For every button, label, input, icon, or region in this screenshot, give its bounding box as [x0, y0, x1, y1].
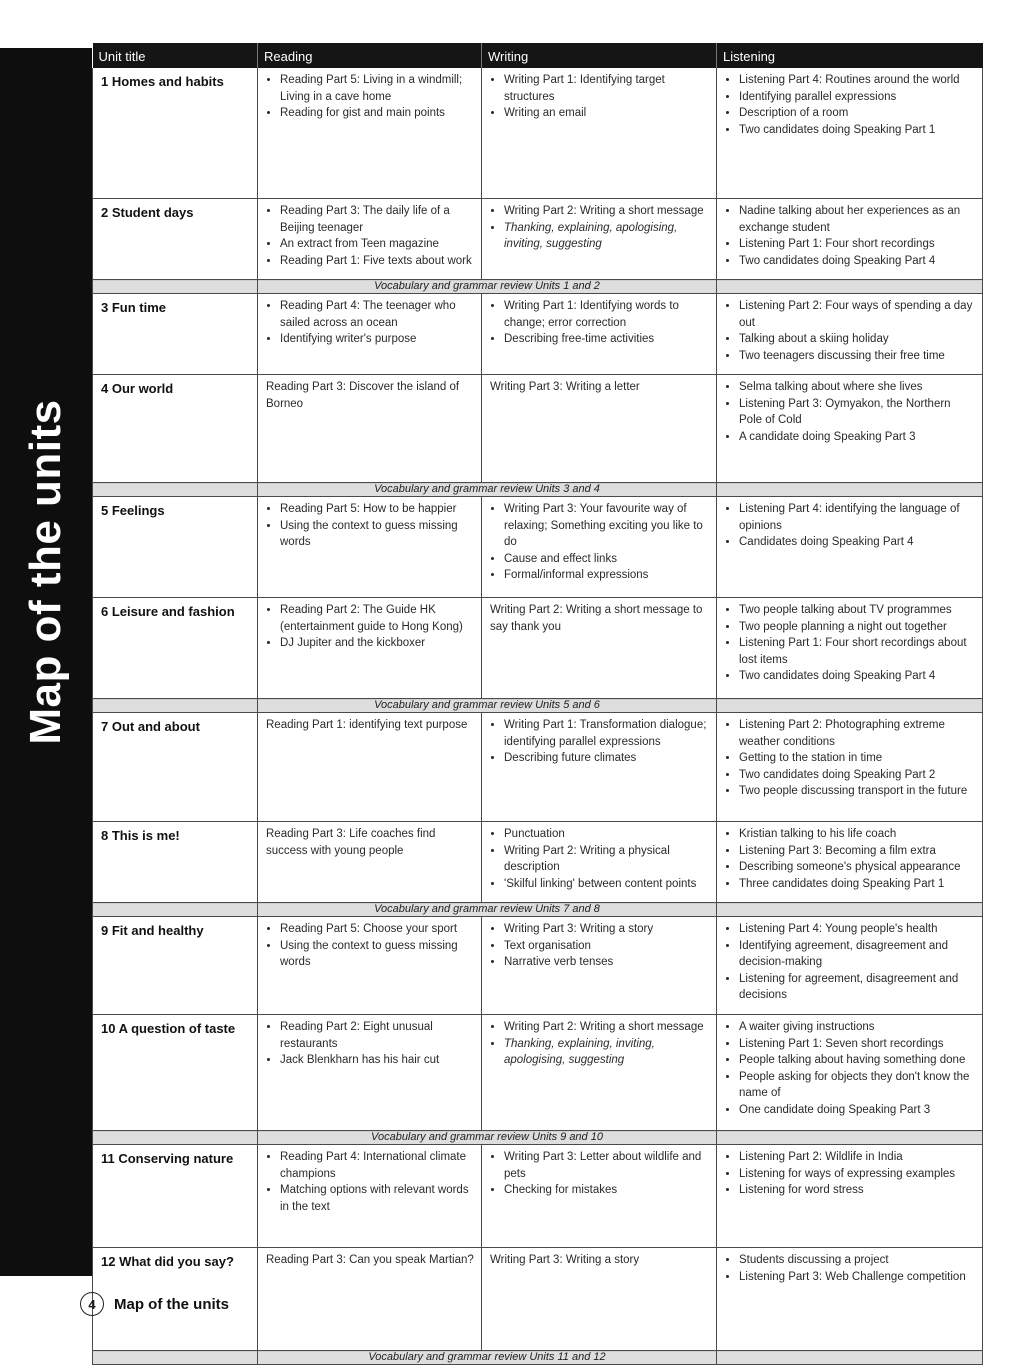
listening-cell	[717, 1248, 983, 1351]
unit-row	[93, 68, 983, 199]
listening-item: • Listening for agreement, disagreement and decisions	[739, 971, 976, 1004]
reading-text: Reading Part 3: Can you speak Martian?	[266, 1254, 474, 1266]
listening-item: • Listening Part 4: Young people's health	[739, 921, 976, 938]
unit-row	[93, 598, 983, 699]
writing-cell	[482, 1015, 717, 1131]
listening-item: • Listening Part 4: Routines around the world	[739, 72, 976, 89]
listening-item: • Listening Part 2: Photographing extreme weather conditions	[739, 717, 976, 750]
unit-row	[93, 199, 983, 280]
reading-item: • Reading Part 5: Living in a windmill; Living in a cave home	[280, 72, 475, 105]
reading-item: • Reading Part 2: The Guide HK (entertainment guide to Hong Kong)	[280, 602, 475, 635]
reading-item: • An extract from Teen magazine	[280, 236, 475, 253]
listening-item: • Two teenagers discussing their free time	[739, 348, 976, 365]
writing-item: • Thanking, explaining, inviting, apologising, suggesting	[504, 1036, 710, 1069]
listening-item: • Identifying parallel expressions	[739, 89, 976, 106]
reading-cell	[258, 68, 482, 199]
reading-list	[266, 298, 475, 348]
reading-item: • Matching options with relevant words in the text	[280, 1182, 475, 1215]
writing-list	[490, 921, 710, 971]
reading-text: Reading Part 3: Life coaches find success with young people	[266, 828, 436, 857]
side-band	[0, 48, 92, 1276]
listening-item: • Listening for ways of expressing examples	[739, 1166, 976, 1183]
writing-cell	[482, 199, 717, 280]
writing-item: • Cause and effect links	[504, 551, 710, 568]
reading-cell	[258, 1145, 482, 1248]
listening-list	[725, 379, 976, 445]
writing-item: • Punctuation	[504, 826, 710, 843]
listening-item: • Talking about a skiing holiday	[739, 331, 976, 348]
listening-item: • Two people talking about TV programmes	[739, 602, 976, 619]
writing-list	[490, 298, 710, 348]
units-table-wrap	[92, 43, 982, 1365]
unit-title: 6 Leisure and fashion	[93, 598, 258, 699]
unit-row	[93, 917, 983, 1015]
listening-item: • Listening Part 3: Becoming a film extra	[739, 843, 976, 860]
listening-item: • Three candidates doing Speaking Part 1	[739, 876, 976, 893]
reading-cell	[258, 1248, 482, 1351]
listening-item: • Two candidates doing Speaking Part 2	[739, 767, 976, 784]
reading-item: • Reading Part 5: How to be happier	[280, 501, 475, 518]
review-row	[93, 1131, 983, 1145]
side-title: Map of the units	[21, 399, 70, 745]
writing-item: • Writing Part 3: Letter about wildlife and pets	[504, 1149, 710, 1182]
listening-list	[725, 602, 976, 685]
page-number: 4	[80, 1292, 104, 1316]
reading-text: Reading Part 3: Discover the island of Borneo	[266, 381, 460, 410]
listening-item: • Listening Part 1: Seven short recordings	[739, 1036, 976, 1053]
writing-list	[490, 1149, 710, 1199]
table-body	[93, 68, 983, 1365]
listening-item: • Listening Part 4: identifying the language of opinions	[739, 501, 976, 534]
reading-item: • Reading Part 2: Eight unusual restaurants	[280, 1019, 475, 1052]
unit-title: 7 Out and about	[93, 713, 258, 822]
reading-list	[266, 1019, 475, 1069]
listening-item: • Two people planning a night out together	[739, 619, 976, 636]
listening-item: • Getting to the station in time	[739, 750, 976, 767]
unit-title: 10 A question of taste	[93, 1015, 258, 1131]
writing-text: Writing Part 3: Writing a story	[490, 1254, 640, 1266]
writing-item: • Describing future climates	[504, 750, 710, 767]
reading-list	[266, 72, 475, 122]
header-reading: Reading	[258, 43, 482, 68]
review-spacer	[717, 483, 983, 497]
unit-row	[93, 1145, 983, 1248]
footer	[80, 1292, 229, 1316]
listening-list	[725, 72, 976, 138]
reading-cell	[258, 497, 482, 598]
writing-cell	[482, 497, 717, 598]
writing-list	[490, 501, 710, 584]
listening-item: • Candidates doing Speaking Part 4	[739, 534, 976, 551]
reading-cell	[258, 294, 482, 375]
writing-item: • Writing Part 3: Writing a story	[504, 921, 710, 938]
listening-cell	[717, 917, 983, 1015]
writing-list	[490, 203, 710, 253]
review-spacer	[93, 1351, 258, 1365]
unit-row	[93, 375, 983, 483]
writing-item: • Writing Part 3: Your favourite way of relaxing; Something exciting you like to do	[504, 501, 710, 551]
review-spacer	[717, 903, 983, 917]
writing-list	[490, 72, 710, 122]
reading-item: • Reading Part 5: Choose your sport	[280, 921, 475, 938]
writing-item: • Writing Part 2: Writing a physical description	[504, 843, 710, 876]
writing-item: • Writing Part 1: Identifying target structures	[504, 72, 710, 105]
reading-text: Reading Part 1: identifying text purpose	[266, 719, 468, 731]
reading-list	[266, 501, 475, 551]
writing-text: Writing Part 2: Writing a short message to say thank you	[490, 604, 703, 633]
unit-title: 4 Our world	[93, 375, 258, 483]
writing-text: Writing Part 3: Writing a letter	[490, 381, 640, 393]
writing-cell	[482, 917, 717, 1015]
unit-title: 11 Conserving nature	[93, 1145, 258, 1248]
listening-list	[725, 298, 976, 364]
writing-item: • Formal/informal expressions	[504, 567, 710, 584]
reading-item: • Reading Part 4: International climate champions	[280, 1149, 475, 1182]
header-writing: Writing	[482, 43, 717, 68]
unit-title: 1 Homes and habits	[93, 68, 258, 199]
reading-item: • Identifying writer's purpose	[280, 331, 475, 348]
listening-cell	[717, 713, 983, 822]
reading-item: • Reading Part 1: Five texts about work	[280, 253, 475, 270]
header-unit: Unit title	[93, 43, 258, 68]
writing-item: • Writing Part 2: Writing a short message	[504, 1019, 710, 1036]
review-spacer	[717, 1131, 983, 1145]
listening-list	[725, 501, 976, 551]
review-spacer	[93, 1131, 258, 1145]
unit-row	[93, 1015, 983, 1131]
review-spacer	[93, 280, 258, 294]
writing-item: • Describing free-time activities	[504, 331, 710, 348]
listening-item: • Two candidates doing Speaking Part 4	[739, 668, 976, 685]
listening-list	[725, 717, 976, 800]
reading-list	[266, 1149, 475, 1215]
reading-cell	[258, 1015, 482, 1131]
reading-cell	[258, 917, 482, 1015]
listening-item: • Two candidates doing Speaking Part 1	[739, 122, 976, 139]
reading-item: • Using the context to guess missing words	[280, 518, 475, 551]
listening-item: • Two people discussing transport in the future	[739, 783, 976, 800]
listening-cell	[717, 497, 983, 598]
listening-cell	[717, 294, 983, 375]
listening-item: • Two candidates doing Speaking Part 4	[739, 253, 976, 270]
unit-title: 5 Feelings	[93, 497, 258, 598]
reading-cell	[258, 598, 482, 699]
listening-item: • Listening Part 2: Four ways of spending a day out	[739, 298, 976, 331]
reading-item: • Jack Blenkharn has his hair cut	[280, 1052, 475, 1069]
listening-item: • A candidate doing Speaking Part 3	[739, 429, 976, 446]
writing-cell	[482, 1248, 717, 1351]
listening-item: • People asking for objects they don't know the name of	[739, 1069, 976, 1102]
listening-list	[725, 203, 976, 269]
listening-item: • Students discussing a project	[739, 1252, 976, 1269]
unit-title: 3 Fun time	[93, 294, 258, 375]
header-listening: Listening	[717, 43, 983, 68]
listening-item: • Describing someone's physical appearance	[739, 859, 976, 876]
unit-title: 2 Student days	[93, 199, 258, 280]
listening-list	[725, 1252, 976, 1285]
listening-list	[725, 921, 976, 1004]
reading-item: • DJ Jupiter and the kickboxer	[280, 635, 475, 652]
listening-cell	[717, 68, 983, 199]
listening-list	[725, 1019, 976, 1118]
listening-list	[725, 1149, 976, 1199]
listening-item: • Identifying agreement, disagreement and decision-making	[739, 938, 976, 971]
writing-item: • Text organisation	[504, 938, 710, 955]
review-spacer	[93, 903, 258, 917]
review-spacer	[717, 1351, 983, 1365]
reading-cell	[258, 375, 482, 483]
review-row	[93, 280, 983, 294]
writing-cell	[482, 822, 717, 903]
review-label: Vocabulary and grammar review Units 5 and 6	[258, 699, 717, 713]
header-row	[93, 43, 983, 68]
unit-row	[93, 497, 983, 598]
reading-item: • Reading Part 4: The teenager who sailed across an ocean	[280, 298, 475, 331]
writing-item: • Writing an email	[504, 105, 710, 122]
listening-item: • A waiter giving instructions	[739, 1019, 976, 1036]
writing-list	[490, 717, 710, 767]
unit-title: 12 What did you say?	[93, 1248, 258, 1351]
listening-item: • Selma talking about where she lives	[739, 379, 976, 396]
listening-cell	[717, 375, 983, 483]
unit-title: 9 Fit and healthy	[93, 917, 258, 1015]
writing-item: • 'Skilful linking' between content points	[504, 876, 710, 893]
reading-cell	[258, 199, 482, 280]
listening-item: • Listening Part 1: Four short recordings about lost items	[739, 635, 976, 668]
writing-list	[490, 1019, 710, 1069]
review-label: Vocabulary and grammar review Units 9 and 10	[258, 1131, 717, 1145]
reading-list	[266, 203, 475, 269]
listening-item: • Description of a room	[739, 105, 976, 122]
writing-item: • Writing Part 2: Writing a short message	[504, 203, 710, 220]
writing-cell	[482, 598, 717, 699]
writing-cell	[482, 375, 717, 483]
unit-row	[93, 294, 983, 375]
review-row	[93, 1351, 983, 1365]
writing-cell	[482, 294, 717, 375]
review-row	[93, 483, 983, 497]
listening-item: • Listening Part 1: Four short recordings	[739, 236, 976, 253]
writing-cell	[482, 1145, 717, 1248]
reading-item: • Reading Part 3: The daily life of a Beijing teenager	[280, 203, 475, 236]
writing-item: • Checking for mistakes	[504, 1182, 710, 1199]
listening-item: • Listening Part 3: Oymyakon, the Northern Pole of Cold	[739, 396, 976, 429]
writing-list	[490, 826, 710, 892]
review-spacer	[717, 280, 983, 294]
review-row	[93, 699, 983, 713]
writing-cell	[482, 713, 717, 822]
listening-item: • One candidate doing Speaking Part 3	[739, 1102, 976, 1119]
reading-cell	[258, 713, 482, 822]
reading-list	[266, 921, 475, 971]
writing-item: • Writing Part 1: Transformation dialogue; identifying parallel expressions	[504, 717, 710, 750]
listening-item: • Listening Part 3: Web Challenge competition	[739, 1269, 976, 1286]
reading-list	[266, 602, 475, 652]
listening-cell	[717, 199, 983, 280]
writing-cell	[482, 68, 717, 199]
listening-cell	[717, 822, 983, 903]
listening-cell	[717, 1145, 983, 1248]
review-row	[93, 903, 983, 917]
reading-item: • Reading for gist and main points	[280, 105, 475, 122]
review-label: Vocabulary and grammar review Units 3 and 4	[258, 483, 717, 497]
review-spacer	[717, 699, 983, 713]
listening-item: • Listening for word stress	[739, 1182, 976, 1199]
listening-item: • People talking about having something done	[739, 1052, 976, 1069]
listening-cell	[717, 598, 983, 699]
listening-item: • Listening Part 2: Wildlife in India	[739, 1149, 976, 1166]
unit-row	[93, 713, 983, 822]
reading-cell	[258, 822, 482, 903]
unit-title: 8 This is me!	[93, 822, 258, 903]
listening-item: • Nadine talking about her experiences as an exchange student	[739, 203, 976, 236]
review-spacer	[93, 483, 258, 497]
writing-item: • Thanking, explaining, apologising, inviting, suggesting	[504, 220, 710, 253]
writing-item: • Narrative verb tenses	[504, 954, 710, 971]
writing-item: • Writing Part 1: Identifying words to change; error correction	[504, 298, 710, 331]
review-label: Vocabulary and grammar review Units 7 and 8	[258, 903, 717, 917]
footer-title: Map of the units	[114, 1295, 229, 1313]
unit-row	[93, 822, 983, 903]
review-label: Vocabulary and grammar review Units 11 and 12	[258, 1351, 717, 1365]
reading-item: • Using the context to guess missing words	[280, 938, 475, 971]
listening-list	[725, 826, 976, 892]
listening-item: • Kristian talking to his life coach	[739, 826, 976, 843]
units-table	[92, 43, 983, 1365]
review-spacer	[93, 699, 258, 713]
listening-cell	[717, 1015, 983, 1131]
review-label: Vocabulary and grammar review Units 1 and 2	[258, 280, 717, 294]
